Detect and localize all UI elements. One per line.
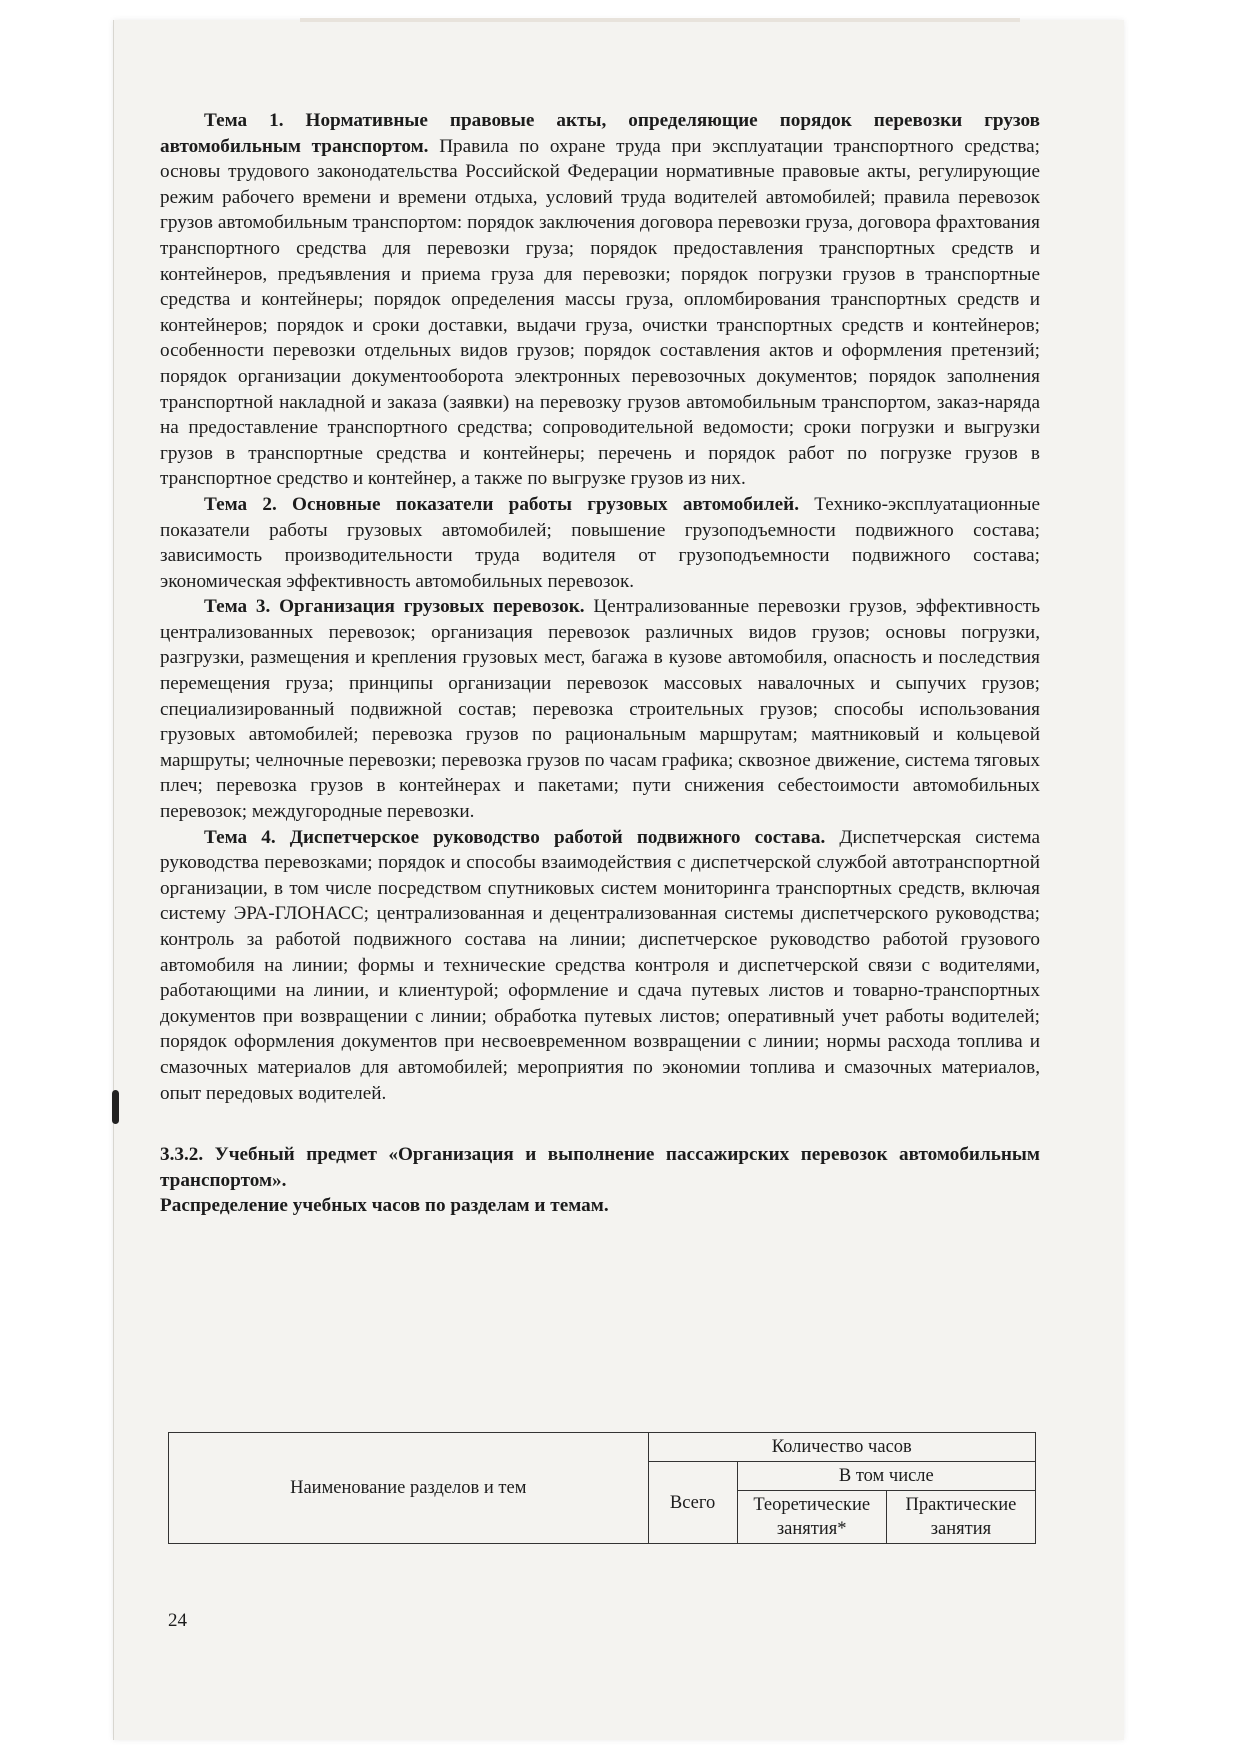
distribution-heading: Распределение учебных часов по разделам и темам.	[160, 1195, 609, 1217]
topic-4-title: Тема 4. Диспетчерское руководство работой подвижного состава.	[204, 826, 826, 848]
topic-4	[160, 825, 1040, 1107]
topic-4-text: Диспетчерская система руководства перевозками; порядок и способы взаимодействия с диспетчерской службой автотранспортной организации, в том числе посредством спутниковых систем мониторинга транспортных средств, включая систему ЭРА-ГЛОНАСС; централизованная и децентрализованная системы диспетчерского руководства; контроль за работой подвижного состава на линии; диспетчерское руководство работой грузового автомобиля на линии; формы и технические средства контроля и диспетчерской связи с водителями, работающими на линии, и клиентурой; оформление и сдача путевых листов и товарно-транспортных документов при возвращении с линии; обработка путевых листов; оперативный учет работы водителей; порядок оформления документов при несвоевременном возвращении с линии; нормы расхода топлива и смазочных материалов для автомобилей; мероприятия по экономии топлива и смазочных материалов, опыт передовых водителей.	[160, 826, 1040, 1104]
topic-1-title: Тема 1. Нормативные правовые акты, определяющие порядок перевозки грузов автомобильным транспортом.	[160, 110, 1040, 157]
including-header: В том числе	[737, 1462, 1035, 1491]
topic-3	[160, 594, 1040, 824]
page-edge	[300, 18, 1020, 22]
hours-table	[168, 1432, 1036, 1544]
punch-hole	[112, 1090, 119, 1124]
topic-2-title: Тема 2. Основные показатели работы грузовых автомобилей.	[204, 493, 799, 515]
col-name-header: Наименование разделов и тем	[169, 1433, 649, 1544]
page-number: 24	[168, 1610, 187, 1631]
topic-1-text: Правила по охране труда при эксплуатации транспортного средства; основы трудового законодательства Российской Федерации нормативные правовые акты, регулирующие режим рабочего времени и времени отдыха, условий труда водителей автомобилей; правила перевозок грузов автомобильным транспортом: порядок заключения договора перевозки груза, договора фрахтования транспортного средства для перевозки груза; порядок предоставления транспортных средств и контейнеров, предъявления и приема груза для перевозки; порядок погрузки грузов в транспортные средства и контейнеры; порядок определения массы груза, опломбирования транспортных средств и контейнеров; порядок и сроки доставки, выдачи груза, очистки транспортных средств и контейнеров; особенности перевозки отдельных видов грузов; порядок составления актов и оформления претензий; порядок организации документооборота электронных перевозочных документов; порядок заполнения транспортной накладной и заказа (заявки) на перевозку грузов автомобильным транспортом, заказ-наряда на предоставление транспортного средства; сопроводительной ведомости; сроки погрузки и выгрузки грузов в транспортные средства и контейнеры; перечень и порядок работ по погрузке грузов в транспортное средство и контейнер, а также по выгрузке грузов из них.	[160, 135, 1040, 490]
topic-2-text: Технико-эксплуатационные показатели работы грузовых автомобилей; повышение грузоподъемности подвижного состава; зависимость производительности труда водителя от грузоподъемности подвижного состава; экономическая эффективность автомобильных перевозок.	[160, 493, 1040, 592]
theory-header: Теоретические занятия*	[737, 1491, 886, 1544]
topic-2	[160, 492, 1040, 594]
topic-1	[160, 108, 1040, 492]
document-body	[160, 108, 1040, 1219]
section-heading: 3.3.2. Учебный предмет «Организация и выполнение пассажирских перевозок автомобильным транспортом».	[160, 1144, 1040, 1191]
total-header: Всего	[648, 1462, 737, 1544]
hours-header: Количество часов	[648, 1433, 1035, 1462]
practice-header: Практические занятия	[886, 1491, 1035, 1544]
topic-3-text: Централизованные перевозки грузов, эффективность централизованных перевозок; организация перевозок различных видов грузов; основы погрузки, разгрузки, размещения и крепления грузовых мест, багажа в кузове автомобиля, опасность и последствия перемещения груза; принципы организации перевозок массовых навалочных и сыпучих грузов; специализированный подвижной состав; перевозка строительных грузов; способы использования грузовых автомобилей; перевозка грузов по рациональным маршрутам; маятниковый и кольцевой маршруты; челночные перевозки; перевозка грузов по часам графика; сквозное движение, система тяговых плеч; перевозка грузов в контейнерах и пакетами; пути снижения себестоимости автомобильных перевозок; междугородные перевозки.	[160, 596, 1040, 823]
topic-3-title: Тема 3. Организация грузовых перевозок.	[204, 596, 585, 618]
